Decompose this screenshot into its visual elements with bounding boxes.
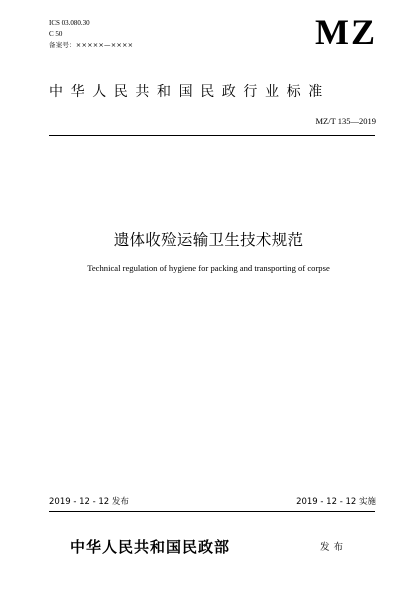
document-title-english: Technical regulation of hygiene for packing and transporting of corpse (87, 263, 330, 273)
document-title-chinese: 遗体收殓运输卫生技术规范 (113, 231, 304, 249)
ccs-code: C 50 (49, 30, 63, 38)
standard-type-title: 中华人民共和国民政行业标准 (49, 84, 330, 100)
implementation-date: 2019 - 12 - 12 实施 (296, 497, 376, 507)
filing-number: 备案号：×××××—×××× (49, 41, 134, 49)
top-divider (49, 135, 375, 136)
bottom-divider (49, 511, 375, 512)
issue-label: 发布 (320, 542, 348, 553)
ics-code: ICS 03.080.30 (49, 19, 90, 27)
mz-logo: MZ (315, 12, 377, 52)
standard-number: MZ/T 135—2019 (315, 116, 376, 126)
publication-date: 2019 - 12 - 12 发布 (49, 497, 129, 507)
issuing-authority: 中华人民共和国民政部 (70, 538, 231, 556)
